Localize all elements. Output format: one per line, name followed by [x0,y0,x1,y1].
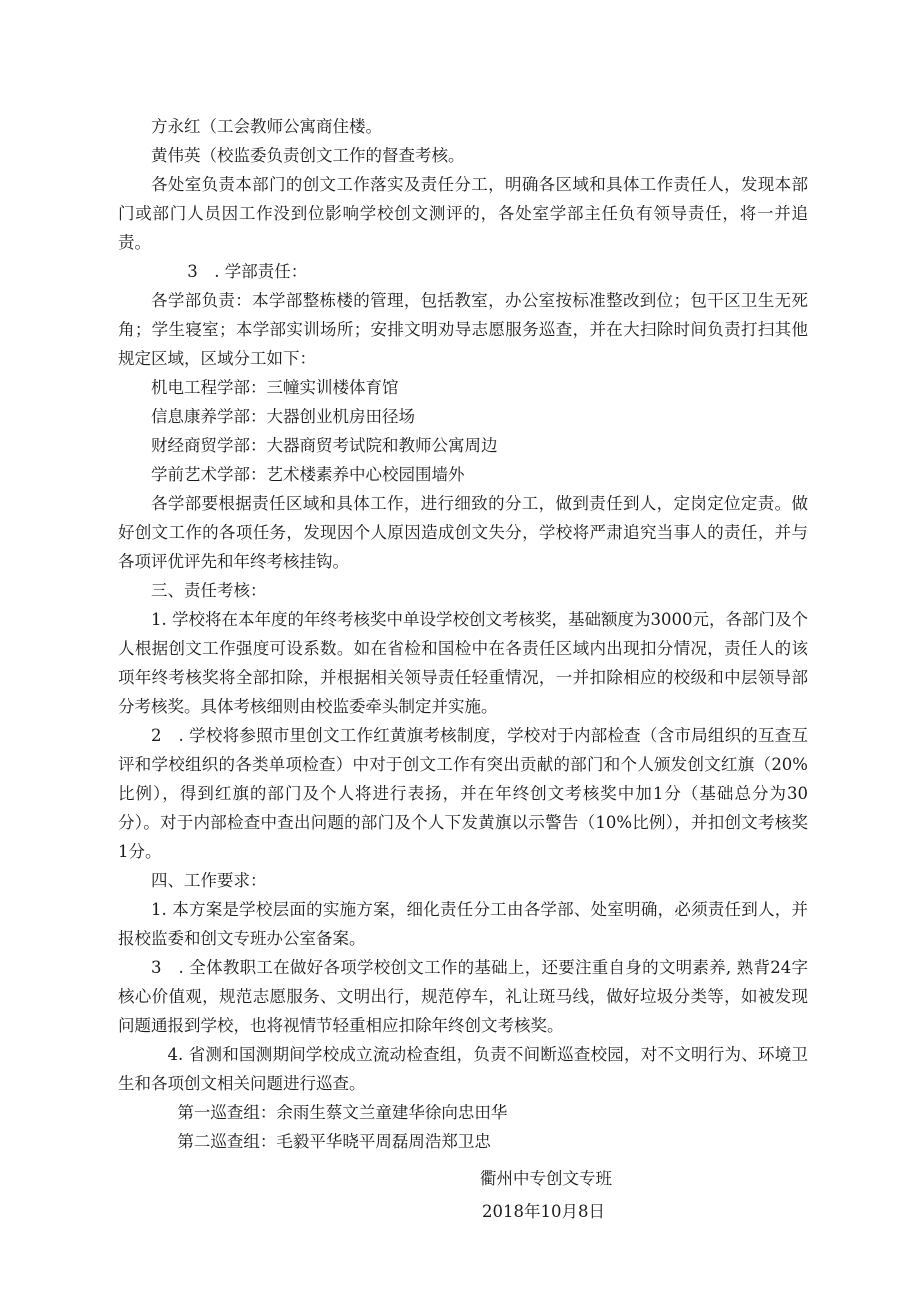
signature-organization: 衢州中专创文专班 [480,1169,612,1188]
paragraph: 1. 学校将在本年度的年终考核奖中单设学校创文考核奖，基础额度为3000元，各部门及个人根据创文工作强度可设系数。如在省检和国检中在各责任区域内出现扣分情况，责任人的该项年终考核奖将全部扣除，并根据相关领导责任轻重情况，一并扣除相应的校级和中层领导部分考核奖。具体考核细则由校监委牵头制定并实施。 [118,610,808,716]
paragraph: 各学部要根据责任区域和具体工作，进行细致的分工，做到责任到人，定岗定位定责。做好创文工作的各项任务，发现因个人原因造成创文失分，学校将严肃追究当事人的责任，并与各项评优评先和年终考核挂钩。 [118,494,808,571]
paragraph: 第二巡查组：毛毅平华晓平周磊周浩郑卫忠 [177,1132,491,1151]
paragraph: 1. 本方案是学校层面的实施方案，细化责任分工由各学部、处室明确，必须责任到人，并报校监委和创文专班办公室备案。 [118,900,808,948]
paragraph: 方永红（工会教师公寓商住楼。 [151,117,382,136]
paragraph: 3 . 学部责任： [187,262,308,281]
paragraph: 4. 省测和国测期间学校成立流动检查组，负责不间断巡查校园，对不文明行为、环境卫生和各项创文相关问题进行巡查。 [118,1045,808,1093]
paragraph: 2 . 学校将参照市里创文工作红黄旗考核制度，学校对于内部检查（含市局组织的互查互评和学校组织的各类单项检查）中对于创文工作有突出贡献的部门和个人颁发创文红旗（20%比例），得到红旗的部门及个人将进行表扬，并在年终创文考核奖中加1分（基础总分为30分）。对于内部检查中查出问题的部门及个人下发黄旗以示警告（10%比例），并扣创文考核奖1分。 [118,726,808,861]
paragraph: 四、工作要求： [151,871,267,890]
paragraph: 各处室负责本部门的创文工作落实及责任分工，明确各区域和具体工作责任人，发现本部门或部门人员因工作没到位影响学校创文测评的，各处室学部主任负有领导责任，将一并追责。 [118,175,808,252]
document-body [118,112,808,1156]
paragraph: 各学部负责：本学部整栋楼的管理，包括教室，办公室按标准整改到位；包干区卫生无死角；学生寝室；本学部实训场所；安排文明劝导志愿服务巡查，并在大扫除时间负责打扫其他规定区域，区域分工如下： [118,291,808,368]
paragraph: 机电工程学部：三幢实训楼体育馆 [151,378,399,397]
paragraph: 3 . 全体教职工在做好各项学校创文工作的基础上，还要注重自身的文明素养, 熟背24字核心价值观，规范志愿服务、文明出行，规范停车，礼让斑马线，做好垃圾分类等，如被发现问题通报到学校，也将视情节轻重相应扣除年终创文考核奖。 [118,958,808,1035]
paragraph: 财经商贸学部：大器商贸考试院和教师公寓周边 [151,436,498,455]
paragraph: 黄伟英（校监委负责创文工作的督查考核。 [151,146,465,165]
signature-block [480,1162,740,1228]
paragraph: 学前艺术学部：艺术楼素养中心校园围墙外 [151,465,465,484]
paragraph: 第一巡查组：余雨生蔡文兰童建华徐向忠田华 [177,1103,508,1122]
paragraph: 三、责任考核： [151,581,267,600]
paragraph: 信息康养学部：大器创业机房田径场 [151,407,415,426]
signature-date: 2018年10月8日 [482,1202,605,1221]
